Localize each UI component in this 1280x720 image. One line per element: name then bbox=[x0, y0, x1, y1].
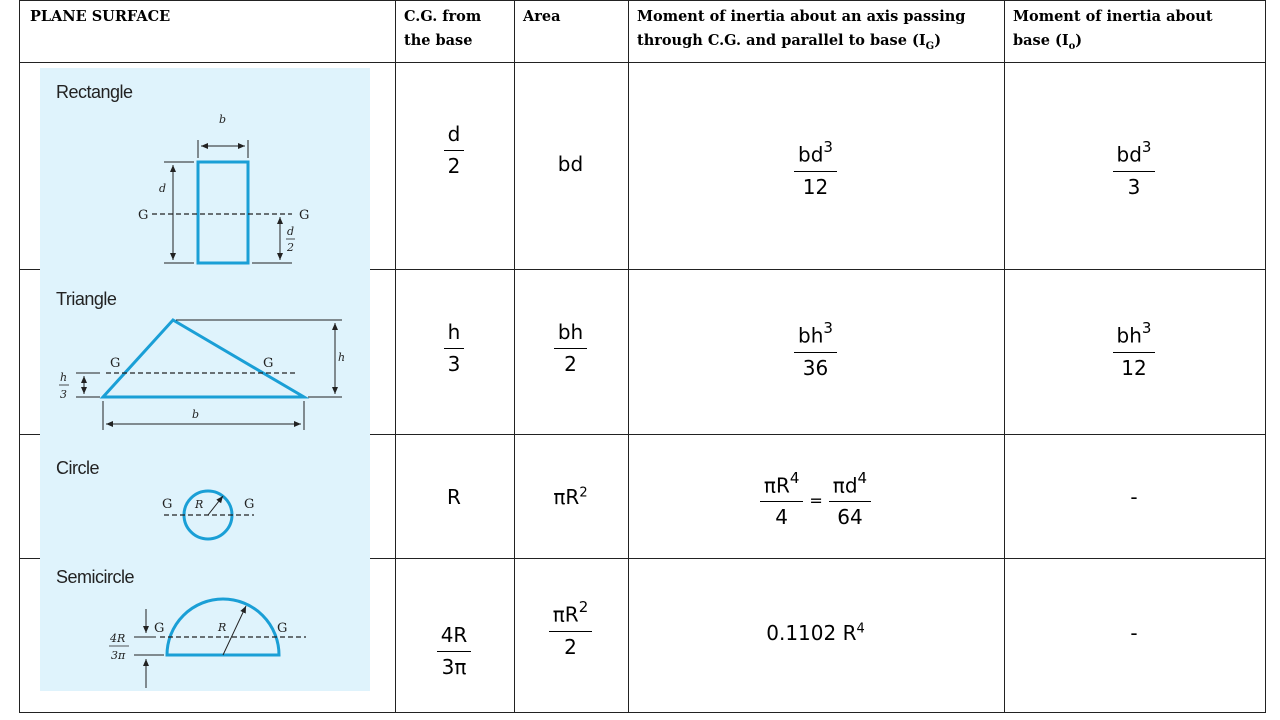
semicircle-label-g-right: G bbox=[277, 621, 288, 636]
rectangle-figure bbox=[138, 113, 309, 263]
rectangle-label-d: d bbox=[159, 182, 167, 195]
rectangle-label-half-den: 2 bbox=[287, 241, 294, 254]
circle-figure bbox=[162, 491, 254, 539]
circle-radius-arrow bbox=[208, 496, 223, 515]
rectangle-label-g-left: G bbox=[138, 208, 149, 223]
rectangle-ig-exp: 3 bbox=[823, 138, 833, 157]
circle-ig bbox=[628, 434, 1003, 557]
circle-ig-left-den: 4 bbox=[775, 505, 789, 530]
triangle-ig-den: 36 bbox=[802, 355, 829, 380]
rectangle-ig bbox=[628, 62, 1003, 268]
triangle-title: Triangle bbox=[56, 289, 117, 309]
header-ig-line1: Moment of inertia about an axis passing bbox=[637, 8, 966, 25]
header-ig-close: ) bbox=[934, 32, 942, 49]
header-io-line1: Moment of inertia about bbox=[1013, 8, 1213, 25]
rectangle-cg-den: 2 bbox=[447, 153, 461, 178]
header-cg-line1: C.G. from bbox=[404, 8, 482, 25]
header-cg-from-base bbox=[404, 5, 481, 53]
triangle-ig-num: bh bbox=[798, 323, 824, 348]
circle-ig-right-num: πd bbox=[832, 473, 858, 498]
semicircle-ig-exp: 4 bbox=[856, 621, 865, 637]
triangle-label-g-left: G bbox=[110, 356, 121, 371]
circle-area bbox=[514, 434, 627, 557]
rectangle-area bbox=[514, 62, 627, 268]
semicircle-area-den: 2 bbox=[564, 634, 577, 659]
header-ig-line2: through C.G. and parallel to base (I bbox=[637, 32, 926, 49]
circle-io bbox=[1004, 434, 1264, 557]
circle-label-g-left: G bbox=[162, 497, 173, 512]
header-plane-surface: PLANE SURFACE bbox=[30, 8, 171, 25]
rectangle-title: Rectangle bbox=[56, 82, 133, 102]
rectangle-io-den: 3 bbox=[1127, 174, 1141, 199]
circle-area-base: πR bbox=[553, 484, 580, 509]
triangle-io-den: 12 bbox=[1121, 355, 1147, 380]
circle-ig-left-exp: 4 bbox=[789, 468, 800, 487]
header-ig-subscript: G bbox=[925, 40, 935, 52]
semicircle-io-value: - bbox=[1130, 621, 1138, 645]
header-ig bbox=[637, 5, 965, 53]
rectangle-label-g-right: G bbox=[299, 208, 310, 223]
circle-ig-right-den: 64 bbox=[837, 505, 863, 530]
triangle-ig bbox=[628, 269, 1003, 433]
rectangle-ig-den: 12 bbox=[802, 174, 829, 199]
rectangle-ig-num: bd bbox=[798, 142, 824, 167]
triangle-label-b: b bbox=[192, 408, 200, 421]
triangle-label-h: h bbox=[338, 351, 346, 364]
semicircle-area bbox=[514, 558, 627, 712]
circle-label-g-right: G bbox=[244, 497, 255, 512]
semicircle-figure bbox=[109, 599, 306, 688]
rectangle-io bbox=[1004, 62, 1264, 268]
triangle-shape bbox=[103, 320, 304, 397]
semicircle-cg bbox=[395, 558, 513, 712]
circle-area-exp: 2 bbox=[579, 484, 588, 500]
circle-title: Circle bbox=[56, 458, 100, 478]
rectangle-cg bbox=[395, 62, 513, 268]
rectangle-cg-num: d bbox=[444, 123, 465, 151]
triangle-label-g-right: G bbox=[263, 356, 274, 371]
semicircle-label-r: R bbox=[218, 621, 227, 634]
header-io-subscript: o bbox=[1068, 40, 1076, 52]
triangle-label-third-num: h bbox=[60, 371, 68, 384]
rectangle-io-exp: 3 bbox=[1141, 138, 1152, 157]
triangle-area-num: bh bbox=[554, 321, 587, 349]
semicircle-cg-num: 4R bbox=[437, 624, 472, 652]
circle-io-value: - bbox=[1130, 484, 1138, 509]
circle-ig-left-num: πR bbox=[763, 473, 790, 498]
semicircle-area-num: πR bbox=[552, 602, 579, 627]
shapes-figure-panel bbox=[40, 68, 370, 691]
semicircle-cg-den: 3π bbox=[441, 654, 467, 679]
rectangle-io-num: bd bbox=[1116, 142, 1142, 167]
circle-cg-value: R bbox=[447, 484, 461, 509]
circle-ig-right-exp: 4 bbox=[857, 468, 868, 487]
semicircle-ig bbox=[628, 558, 1003, 712]
rectangle-label-half-num: d bbox=[287, 225, 295, 238]
semicircle-label-cg-num: 4R bbox=[110, 632, 126, 645]
semicircle-radius-arrow bbox=[223, 606, 246, 655]
shapes-diagram bbox=[40, 68, 370, 691]
semicircle-title: Semicircle bbox=[56, 567, 135, 587]
semicircle-area-exp: 2 bbox=[578, 598, 589, 617]
triangle-figure bbox=[59, 320, 345, 430]
triangle-io-exp: 3 bbox=[1141, 319, 1152, 338]
triangle-ig-exp: 3 bbox=[823, 319, 833, 338]
triangle-cg bbox=[395, 269, 513, 433]
semicircle-io bbox=[1004, 558, 1264, 712]
rectangle-shape bbox=[198, 162, 248, 263]
triangle-io bbox=[1004, 269, 1264, 433]
header-io-close: ) bbox=[1075, 32, 1083, 49]
triangle-cg-den: 3 bbox=[447, 351, 461, 376]
rectangle-label-b: b bbox=[219, 113, 227, 126]
header-io bbox=[1013, 5, 1213, 53]
header-area: Area bbox=[523, 8, 561, 25]
semicircle-ig-value: 0.1102 R bbox=[766, 621, 857, 645]
semicircle-label-cg-den: 3π bbox=[111, 649, 126, 662]
triangle-cg-num: h bbox=[444, 321, 465, 349]
header-cg-line2: the base bbox=[404, 32, 473, 49]
semicircle-label-g-left: G bbox=[154, 621, 165, 636]
circle-ig-equals: = bbox=[809, 491, 823, 510]
circle-label-r: R bbox=[195, 498, 204, 511]
triangle-area-den: 2 bbox=[564, 351, 577, 376]
rectangle-area-value: bd bbox=[557, 152, 584, 176]
circle-cg bbox=[395, 434, 513, 557]
triangle-area bbox=[514, 269, 627, 433]
header-io-line2: base (I bbox=[1013, 32, 1069, 49]
triangle-label-third-den: 3 bbox=[60, 388, 67, 401]
triangle-io-num: bh bbox=[1116, 323, 1142, 348]
